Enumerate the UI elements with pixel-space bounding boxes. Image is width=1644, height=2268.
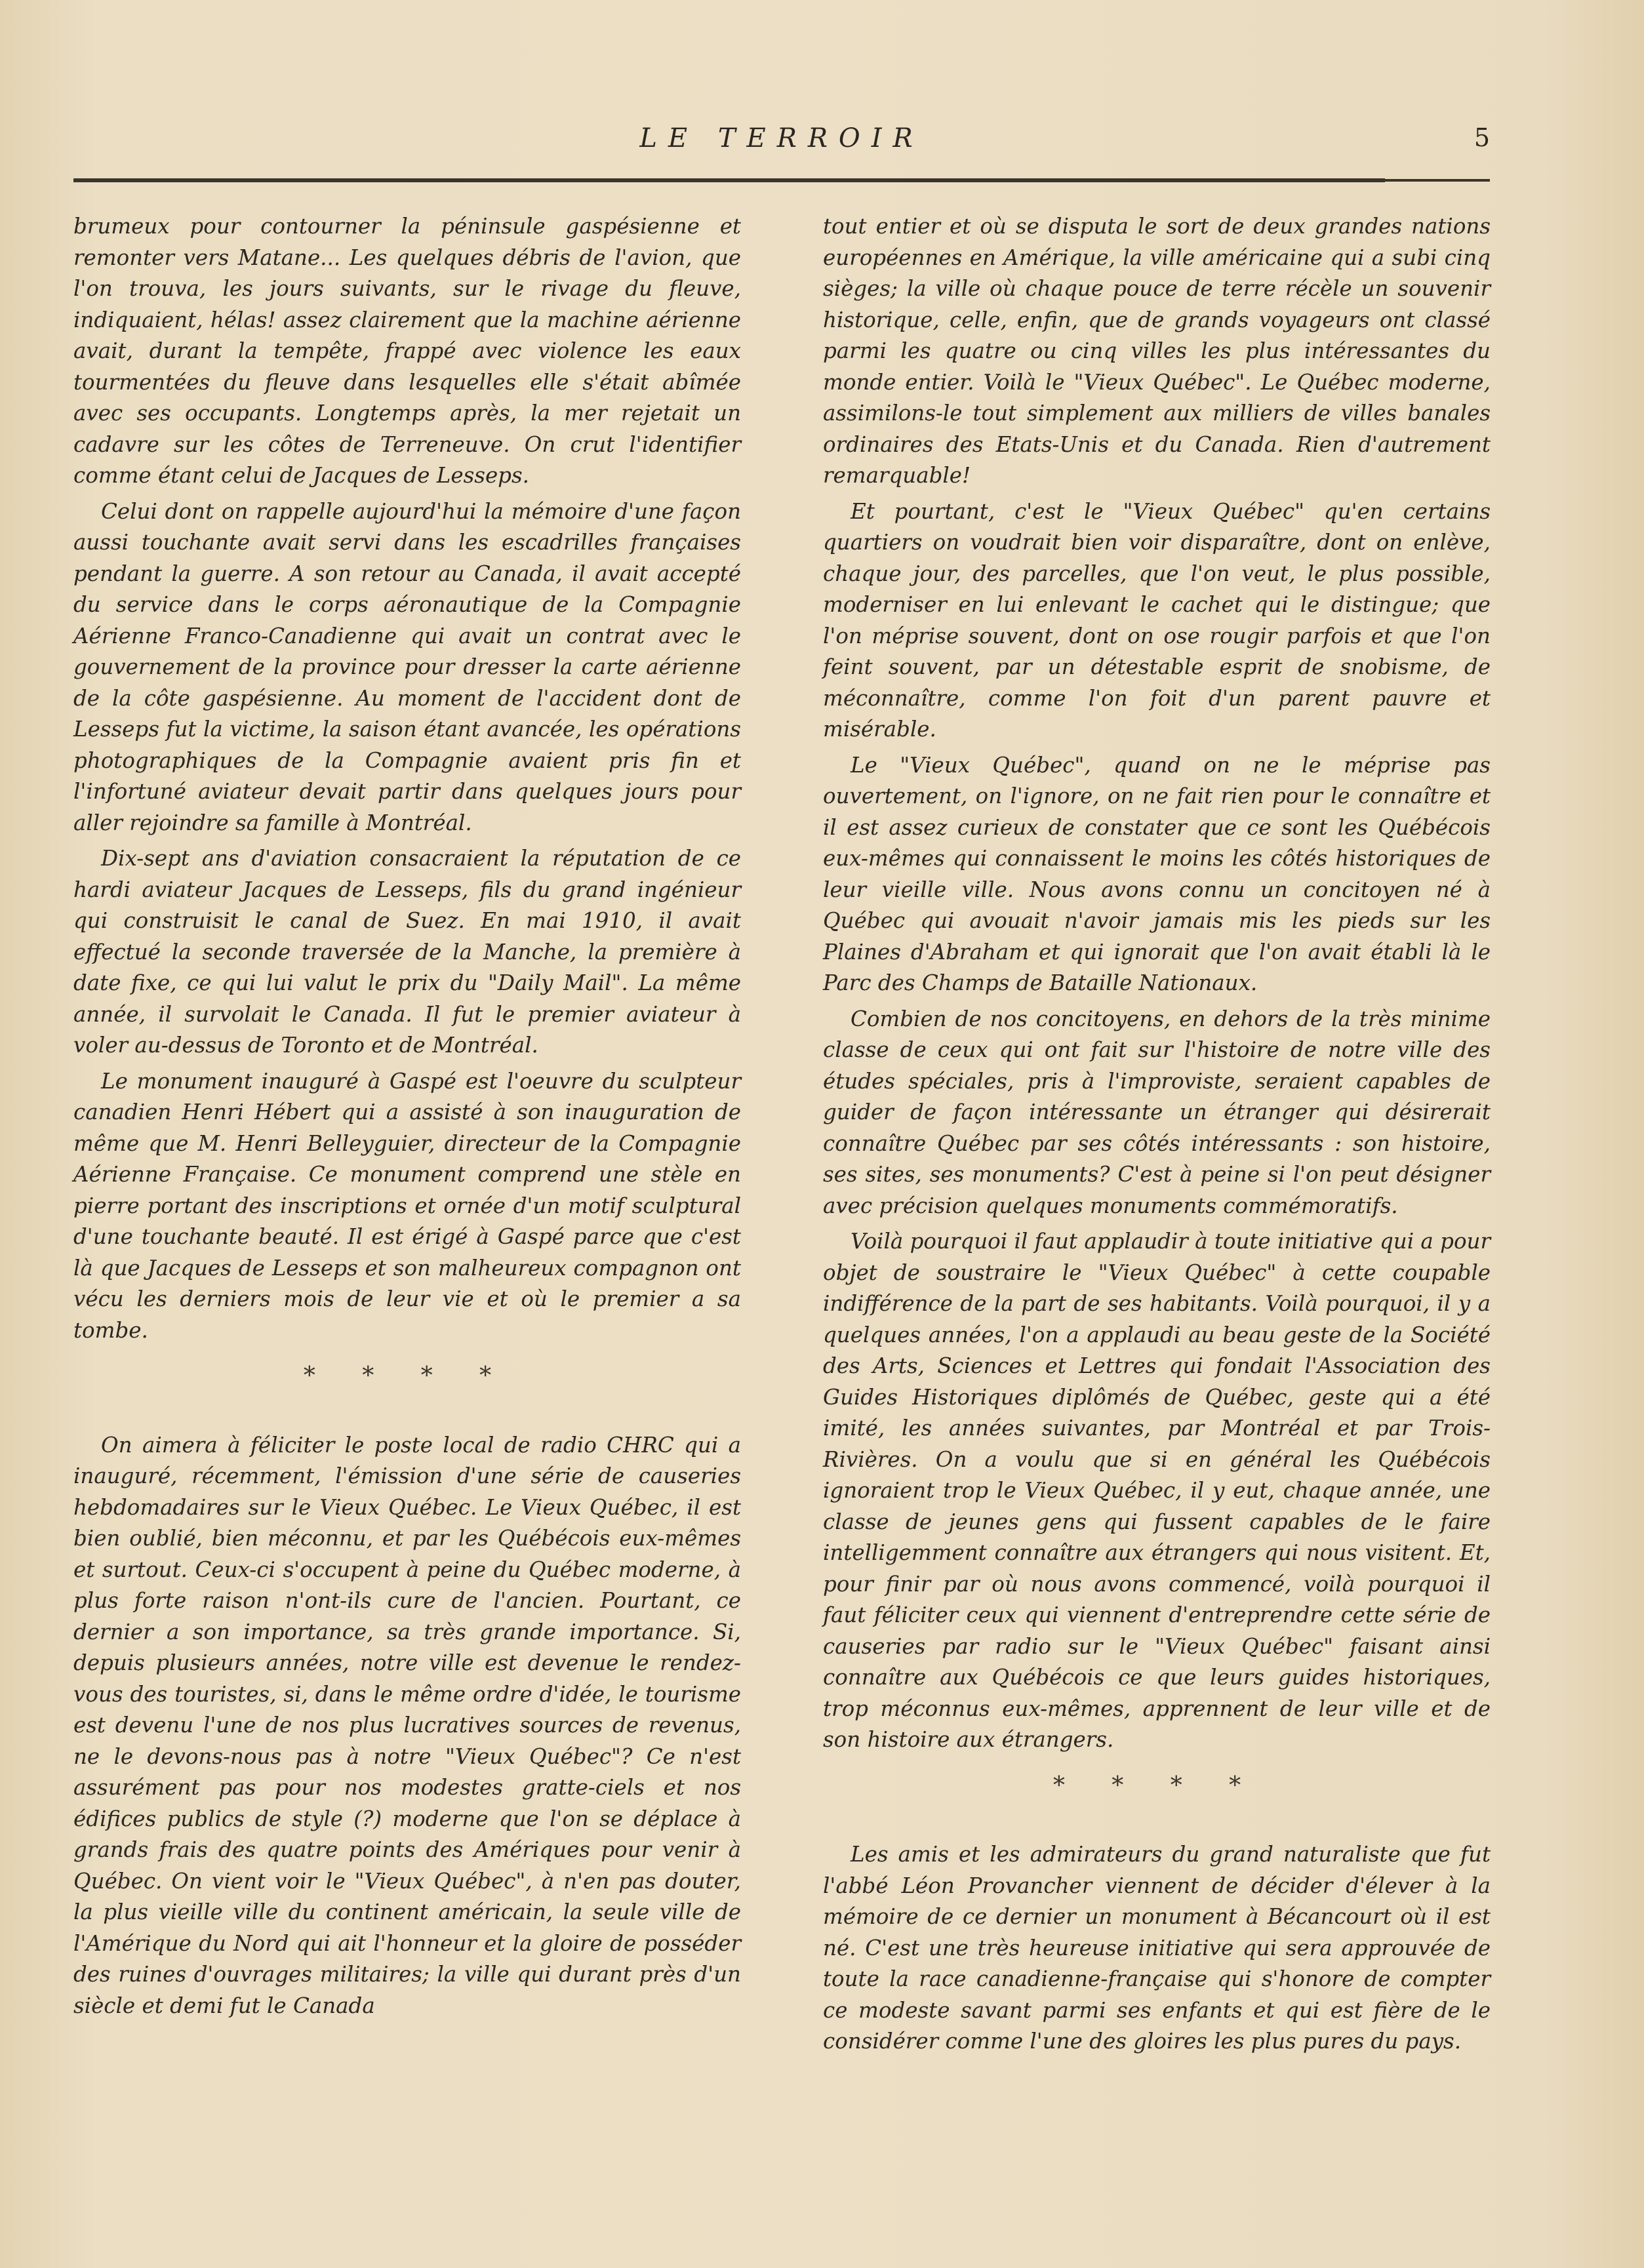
paragraph: Le monument inauguré à Gaspé est l'oeuvre du sculpteur canadien Henri Hébert qui a assisté à son inauguration de même que M. Henri Belleyguier, directeur de la Compagnie Aérienne Française. Ce monument comprend une stèle en pierre portant des inscriptions et ornée d'un motif sculptural d'une touchante beauté. Il est érigé à Gaspé parce que c'est là que Jacques de Lesseps et son malheureux compagnon ont vécu les derniers mois de leur vie et où le premier a sa tombe. xyxy=(73,1068,741,1343)
paragraph: Et pourtant, c'est le "Vieux Québec" qu'en certains quartiers on voudrait bien voir disparaître, dont on enlève, chaque jour, des parcelles, que l'on veut, le plus possible, moderniser en lui enlevant le cachet qui le distingue; que l'on méprise souvent, dont on ose rougir parfois et que l'on feint souvent, par un détestable esprit de snobisme, de méconnaître, comme l'on foit d'un parent pauvre et misérable. xyxy=(823,498,1491,742)
journal-title: LE TERROIR xyxy=(639,123,924,153)
left-column xyxy=(73,211,741,2026)
section-separator: * * * * xyxy=(1053,1772,1261,1799)
page-number: 5 xyxy=(1474,123,1490,152)
paragraph: brumeux pour contourner la péninsule gaspésienne et remonter vers Matane... Les quelques débris de l'avion, que l'on trouva, les jours suivants, sur le rivage du fleuve, indiquaient, hélas! assez clairement que la machine aérienne avait, durant la tempête, frappé avec violence les eaux tourmentées du fleuve dans lesquelles elle s'était abîmée avec ses occupants. Longtemps après, la mer rejetait un cadavre sur les côtes de Terreneuve. On crut l'identifier comme étant celui de Jacques de Lesseps. xyxy=(73,214,741,488)
header-rule xyxy=(73,178,1070,182)
paragraph: Les amis et les admirateurs du grand naturaliste que fut l'abbé Léon Provancher viennent de décider d'élever à la mémoire de ce dernier un monument à Bécancourt où il est né. C'est une très heureuse initiative qui sera approuvée de toute la race canadienne-française qui s'honore de compter ce modeste savant parmi ses enfants et qui est fière de le considérer comme l'une des gloires les plus pures du pays. xyxy=(823,1842,1491,2054)
right-column xyxy=(823,211,1491,2062)
paragraph: tout entier et où se disputa le sort de deux grandes nations européennes en Amérique, la ville américaine qui a subi cinq sièges; la ville où chaque pouce de terre récèle un souvenir historique, celle, enfin, que de grands voyageurs ont classé parmi les quatre ou cinq villes les plus intéressantes du monde entier. Voilà le "Vieux Québec". Le Québec moderne, assimilons-le tout simplement aux milliers de villes banales ordinaires des Etats-Unis et du Canada. Rien d'autrement remarquable! xyxy=(823,214,1491,488)
paragraph: On aimera à féliciter le poste local de radio CHRC qui a inauguré, récemment, l'émission d'une série de causeries hebdomadaires sur le Vieux Québec. Le Vieux Québec, il est bien oublié, bien méconnu, et par les Québécois eux-mêmes et surtout. Ceux-ci s'occupent à peine du Québec moderne, à plus forte raison n'ont-ils cure de l'ancien. Pourtant, ce dernier a son importance, sa très grande importance. Si, depuis plusieurs années, notre ville est devenue le rendez-vous des touristes, si, dans le même ordre d'idée, le tourisme est devenu l'une de nos plus lucratives sources de revenus, ne le devons-nous pas à notre "Vieux Québec"? Ce n'est assurément pas pour nos modestes gratte-ciels et nos édifices publics de style (?) moderne que l'on se déplace à grands frais des quatre points des Amériques pour venir à Québec. On vient voir le "Vieux Québec", à n'en pas douter, la plus vieille ville du continent américain, la seule ville de l'Amérique du Nord qui ait l'honneur et la gloire de posséder des ruines d'ouvrages militaires; la ville qui durant près d'un siècle et demi fut le Canada xyxy=(73,1432,741,2018)
running-header xyxy=(73,123,1490,163)
paragraph: Voilà pourquoi il faut applaudir à toute initiative qui a pour objet de soustraire le "Vieux Québec" à cette coupable indifférence de la part de ses habitants. Voilà pourquoi, il y a quelques années, l'on a applaudi au beau geste de la Société des Arts, Sciences et Lettres qui fondait l'Association des Guides Historiques diplômés de Québec, geste qui a été imité, les années suivantes, par Montréal et par Trois-Rivières. On a voulu que si en général les Québécois ignoraient trop le Vieux Québec, il y eut, chaque année, une classe de jeunes gens qui fussent capables de le faire intelligemment connaître aux étrangers qui nous visitent. Et, pour finir par où nous avons commencé, voilà pourquoi il faut féliciter ceux qui viennent d'entreprendre cette série de causeries par radio sur le "Vieux Québec" faisant ainsi connaître aux Québécois ce que leurs guides historiques, trop méconnus eux-mêmes, apprennent de leur ville et de son histoire aux étrangers. xyxy=(823,1229,1491,1752)
paragraph: Combien de nos concitoyens, en dehors de la très minime classe de ceux qui ont fait sur l'histoire de notre ville des études spéciales, pris à l'improviste, seraient capables de guider de façon intéressante un étranger qui désirerait connaître Québec par ses côtés intéressants : son histoire, ses sites, ses monuments? C'est à peine si l'on peut désigner avec précision quelques monuments commémoratifs. xyxy=(823,1006,1491,1218)
paragraph: Le "Vieux Québec", quand on ne le méprise pas ouvertement, on l'ignore, on ne fait rien pour le connaître et il est assez curieux de constater que ce sont les Québécois eux-mêmes qui connaissent le moins les côtés historiques de leur vieille ville. Nous avons connu un concitoyen né à Québec qui avouait n'avoir jamais mis les pieds sur les Plaines d'Abraham et qui ignorait que l'on avait établi là le Parc des Champs de Bataille Nationaux. xyxy=(823,752,1491,995)
header-rule xyxy=(1066,178,1385,182)
section-separator: * * * * xyxy=(303,1363,511,1389)
paragraph: Celui dont on rappelle aujourd'hui la mémoire d'une façon aussi touchante avait servi dans les escadrilles françaises pendant la guerre. A son retour au Canada, il avait accepté du service dans le corps aéronautique de la Compagnie Aérienne Franco-Canadienne qui avait un contrat avec le gouvernement de la province pour dresser la carte aérienne de la côte gaspésienne. Au moment de l'accident dont de Lesseps fut la victime, la saison étant avancée, les opérations photographiques de la Compagnie avaient pris fin et l'infortuné aviateur devait partir dans quelques jours pour aller rejoindre sa famille à Montréal. xyxy=(73,498,741,835)
header-rule xyxy=(1385,179,1490,182)
paragraph: Dix-sept ans d'aviation consacraient la réputation de ce hardi aviateur Jacques de Lesseps, fils du grand ingénieur qui construisit le canal de Suez. En mai 1910, il avait effectué la seconde traversée de la Manche, la première à date fixe, ce qui lui valut le prix du "Daily Mail". La même année, il survolait le Canada. Il fut le premier aviateur à voler au-dessus de Toronto et de Montréal. xyxy=(73,846,741,1058)
